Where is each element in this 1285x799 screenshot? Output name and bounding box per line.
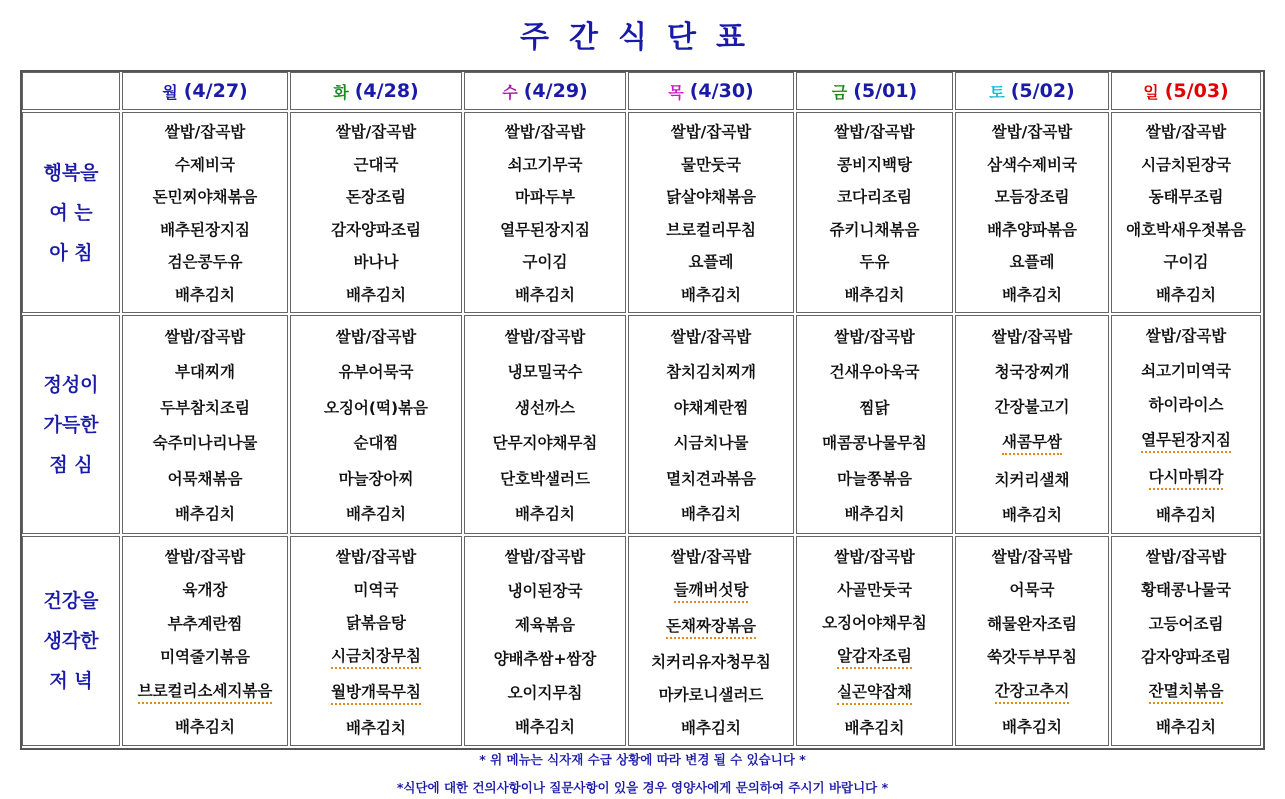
meal-label-line: 행복을 xyxy=(43,161,99,184)
menu-item: 배추된장지짐 xyxy=(160,220,250,239)
menu-item: 마늘쫑볶음 xyxy=(837,469,912,488)
menu-item: 냉모밀국수 xyxy=(507,363,583,382)
menu-item: 간장불고기 xyxy=(994,397,1070,416)
menu-item: 두부참치조림 xyxy=(160,398,250,417)
menu-item: 양배추쌈+쌈장 xyxy=(493,650,597,668)
day-icon: 금 xyxy=(831,82,848,102)
menu-item: 시금치장무침 xyxy=(331,644,421,669)
menu-item: 해물완자조림 xyxy=(987,614,1077,633)
meal-label-line: 저 녁 xyxy=(49,670,93,692)
header-7 xyxy=(1111,72,1261,110)
meal-label-line: 정성이 xyxy=(43,373,99,396)
menu-item: 배추김치 xyxy=(175,718,235,737)
menu-item: 사골만둣국 xyxy=(837,580,912,599)
menu-item: 마카로니샐러드 xyxy=(658,685,764,704)
menu-item: 쥬키니채볶음 xyxy=(829,220,920,239)
menu-item: 구이김 xyxy=(1163,253,1209,272)
menu-item: 검은콩두유 xyxy=(167,253,243,272)
meal-label-line: 건강을 xyxy=(43,590,99,612)
menu-item: 들깨버섯탕 xyxy=(674,578,749,603)
header-4 xyxy=(628,72,794,110)
day-date: (4/29) xyxy=(523,80,588,102)
menu-item: 숙주미나리나물 xyxy=(152,434,258,453)
menu-item: 돈민찌야채볶음 xyxy=(152,188,258,207)
menu-item: 배추양파볶음 xyxy=(987,220,1077,239)
menu-item: 돈채짜장볶음 xyxy=(666,614,756,639)
menu-item: 치커리샐채 xyxy=(994,470,1070,489)
menu-item: 배추김치 xyxy=(1156,505,1216,524)
menu-item: 쌀밥/잡곡밥 xyxy=(834,123,915,142)
menu-item: 요플레 xyxy=(688,253,734,272)
menu-cell xyxy=(955,536,1109,746)
menu-cell xyxy=(796,315,953,534)
meal-label-line: 여 는 xyxy=(49,201,93,224)
menu-item: 월방개묵무침 xyxy=(331,680,421,705)
menu-item: 순대찜 xyxy=(353,434,399,453)
menu-cell xyxy=(122,315,288,534)
menu-item: 쑥갓두부무침 xyxy=(987,648,1077,667)
menu-item: 배추김치 xyxy=(1002,505,1062,524)
menu-item: 브로컬리무침 xyxy=(666,220,756,239)
menu-item: 애호박새우젓볶음 xyxy=(1126,220,1246,239)
menu-cell xyxy=(290,315,462,534)
menu-item: 쌀밥/잡곡밥 xyxy=(164,327,246,346)
menu-item: 닭살야채볶음 xyxy=(666,188,756,207)
menu-item: 시금치나물 xyxy=(673,434,749,453)
day-icon: 화 xyxy=(333,82,349,102)
header-1 xyxy=(122,72,288,110)
menu-item: 배추김치 xyxy=(175,285,235,304)
menu-cell xyxy=(628,536,794,746)
menu-item: 미역국 xyxy=(353,580,399,599)
menu-item: 어묵채볶음 xyxy=(167,469,243,488)
day-icon: 토 xyxy=(989,82,1005,102)
menu-item: 쌀밥/잡곡밥 xyxy=(834,327,915,346)
meal-label-line: 점 심 xyxy=(49,453,93,476)
menu-item: 근대국 xyxy=(353,155,399,174)
menu-item: 고등어조림 xyxy=(1148,614,1224,633)
menu-item: 치커리유자청무침 xyxy=(651,652,771,671)
menu-item: 배추김치 xyxy=(681,285,741,304)
menu-item: 배추김치 xyxy=(346,505,406,524)
menu-item: 배추김치 xyxy=(346,718,406,737)
menu-table xyxy=(20,70,1265,750)
menu-item: 시금치된장국 xyxy=(1141,155,1231,174)
day-date: (4/30) xyxy=(689,80,754,102)
day-date: (4/28) xyxy=(354,80,419,102)
menu-item: 배추김치 xyxy=(515,285,575,304)
menu-item: 건새우아욱국 xyxy=(829,363,920,382)
menu-item: 새콤무쌈 xyxy=(1002,430,1062,455)
menu-item: 쌀밥/잡곡밥 xyxy=(991,547,1073,566)
menu-item: 생선까스 xyxy=(515,398,575,417)
menu-item: 다시마튀각 xyxy=(1149,465,1224,490)
menu-item: 코다리조림 xyxy=(837,188,912,207)
menu-item: 배추김치 xyxy=(1156,718,1216,737)
menu-item: 감자양파조림 xyxy=(1141,648,1231,667)
menu-item: 어묵국 xyxy=(1009,581,1055,600)
menu-item: 실곤약잡채 xyxy=(837,680,912,705)
menu-item: 야채계란찜 xyxy=(673,398,749,417)
menu-item: 쌀밥/잡곡밥 xyxy=(1145,547,1227,566)
header-5 xyxy=(796,72,953,110)
page-title: 주간식단표 xyxy=(520,20,765,55)
notice-line-2: *식단에 대한 건의사항이나 질문사항이 있을 경우 영양사에게 문의하여 주시기 바랍니다 * xyxy=(396,780,889,795)
menu-item: 구이김 xyxy=(522,253,568,272)
day-icon: 수 xyxy=(502,82,518,102)
menu-item: 배추김치 xyxy=(681,505,741,524)
menu-item: 배추김치 xyxy=(1002,285,1062,304)
menu-item: 두유 xyxy=(859,253,890,272)
meal-label-3 xyxy=(22,536,120,746)
menu-cell xyxy=(464,112,626,313)
meal-label-1 xyxy=(22,112,120,313)
header-2 xyxy=(290,72,462,110)
menu-item: 잔멸치볶음 xyxy=(1149,679,1224,704)
menu-item: 배추김치 xyxy=(175,505,235,524)
menu-cell xyxy=(122,536,288,746)
menu-item: 배추김치 xyxy=(1002,718,1062,737)
menu-item: 하이라이스 xyxy=(1148,396,1224,415)
menu-cell xyxy=(290,112,462,313)
day-date: (5/03) xyxy=(1164,80,1229,102)
menu-item: 쌀밥/잡곡밥 xyxy=(504,123,586,142)
menu-item: 찜닭 xyxy=(859,398,890,417)
menu-item: 배추김치 xyxy=(844,505,905,524)
menu-cell xyxy=(796,536,953,746)
day-icon: 목 xyxy=(668,82,684,102)
menu-item: 쌀밥/잡곡밥 xyxy=(335,123,417,142)
menu-cell xyxy=(1111,536,1261,746)
menu-item: 배추김치 xyxy=(1156,285,1216,304)
menu-item: 감자양파조림 xyxy=(331,220,421,239)
menu-item: 참치김치찌개 xyxy=(666,363,756,382)
menu-item: 삼색수제비국 xyxy=(987,155,1077,174)
menu-item: 간장고추지 xyxy=(995,679,1070,704)
menu-item: 닭볶음탕 xyxy=(346,613,406,632)
corner-cell xyxy=(22,72,120,110)
menu-cell xyxy=(122,112,288,313)
menu-item: 쌀밥/잡곡밥 xyxy=(670,547,752,566)
menu-item: 쌀밥/잡곡밥 xyxy=(1145,327,1227,346)
meal-label-line: 가득한 xyxy=(43,413,99,436)
menu-item: 쌀밥/잡곡밥 xyxy=(991,123,1073,142)
day-icon: 일 xyxy=(1143,82,1159,102)
menu-item: 배추김치 xyxy=(515,505,575,524)
menu-item: 콩비지백탕 xyxy=(837,155,912,174)
menu-item: 배추김치 xyxy=(844,285,905,304)
menu-cell xyxy=(1111,112,1261,313)
meal-label-line: 생각한 xyxy=(43,630,99,652)
menu-item: 알감자조림 xyxy=(837,644,912,669)
menu-item: 오이지무침 xyxy=(507,684,583,702)
menu-item: 냉이된장국 xyxy=(507,582,583,600)
menu-item: 배추김치 xyxy=(515,718,575,736)
menu-item: 부대찌개 xyxy=(175,363,235,382)
menu-item: 단호박샐러드 xyxy=(500,469,590,488)
menu-cell xyxy=(955,315,1109,534)
menu-item: 멸치견과볶음 xyxy=(666,469,756,488)
menu-cell xyxy=(464,315,626,534)
menu-cell xyxy=(464,536,626,746)
menu-cell xyxy=(290,536,462,746)
menu-item: 매콤콩나물무침 xyxy=(822,434,927,453)
header-6 xyxy=(955,72,1109,110)
menu-item: 청국장찌개 xyxy=(994,362,1070,381)
menu-item: 배추김치 xyxy=(844,718,905,737)
menu-item: 쌀밥/잡곡밥 xyxy=(164,547,246,566)
menu-item: 쌀밥/잡곡밥 xyxy=(335,327,417,346)
meal-label-2 xyxy=(22,315,120,534)
menu-item: 쌀밥/잡곡밥 xyxy=(670,123,752,142)
menu-cell xyxy=(628,112,794,313)
menu-item: 모듬장조림 xyxy=(994,188,1070,207)
menu-item: 배추김치 xyxy=(681,718,741,737)
notice-line-1: * 위 메뉴는 식자재 수급 상황에 따라 변경 될 수 있습니다 * xyxy=(479,752,806,767)
menu-item: 오징어(떡)볶음 xyxy=(323,398,428,417)
menu-item: 부추계란찜 xyxy=(167,614,243,633)
menu-item: 육개장 xyxy=(182,581,228,600)
menu-item: 쇠고기미역국 xyxy=(1141,361,1231,380)
menu-item: 제육볶음 xyxy=(515,616,575,634)
menu-cell xyxy=(628,315,794,534)
menu-cell xyxy=(796,112,953,313)
menu-cell xyxy=(955,112,1109,313)
menu-item: 쌀밥/잡곡밥 xyxy=(991,327,1073,346)
menu-item: 단무지야채무침 xyxy=(492,434,598,453)
menu-item: 유부어묵국 xyxy=(338,363,414,382)
day-date: (5/01) xyxy=(853,80,918,102)
menu-item: 쌀밥/잡곡밥 xyxy=(834,547,915,566)
menu-item: 요플레 xyxy=(1009,253,1055,272)
menu-item: 돈장조림 xyxy=(346,188,406,207)
menu-item: 마파두부 xyxy=(515,188,575,207)
menu-item: 수제비국 xyxy=(175,155,235,174)
menu-item: 물만둣국 xyxy=(681,155,741,174)
header-3 xyxy=(464,72,626,110)
menu-item: 열무된장지짐 xyxy=(500,220,590,239)
menu-item: 쌀밥/잡곡밥 xyxy=(504,327,586,346)
menu-item: 쌀밥/잡곡밥 xyxy=(504,548,586,566)
menu-item: 오징어야채무침 xyxy=(822,613,927,632)
menu-item: 쌀밥/잡곡밥 xyxy=(670,327,752,346)
menu-item: 황태콩나물국 xyxy=(1141,581,1231,600)
day-date: (5/02) xyxy=(1010,80,1075,102)
menu-item: 동태무조림 xyxy=(1148,188,1224,207)
day-icon: 월 xyxy=(162,82,178,102)
day-date: (4/27) xyxy=(183,80,248,102)
menu-item: 쌀밥/잡곡밥 xyxy=(164,123,246,142)
menu-item: 열무된장지짐 xyxy=(1141,428,1231,453)
menu-item: 미역줄기볶음 xyxy=(160,648,250,667)
menu-item: 쌀밥/잡곡밥 xyxy=(335,547,417,566)
menu-item: 바나나 xyxy=(353,253,399,272)
menu-item: 배추김치 xyxy=(346,285,406,304)
meal-label-line: 아 침 xyxy=(49,241,93,264)
menu-item: 마늘장아찌 xyxy=(338,469,414,488)
menu-item: 쌀밥/잡곡밥 xyxy=(1145,123,1227,142)
menu-item: 쇠고기무국 xyxy=(507,155,583,174)
menu-item: 브로컬리소세지볶음 xyxy=(138,679,273,704)
menu-cell xyxy=(1111,315,1261,534)
